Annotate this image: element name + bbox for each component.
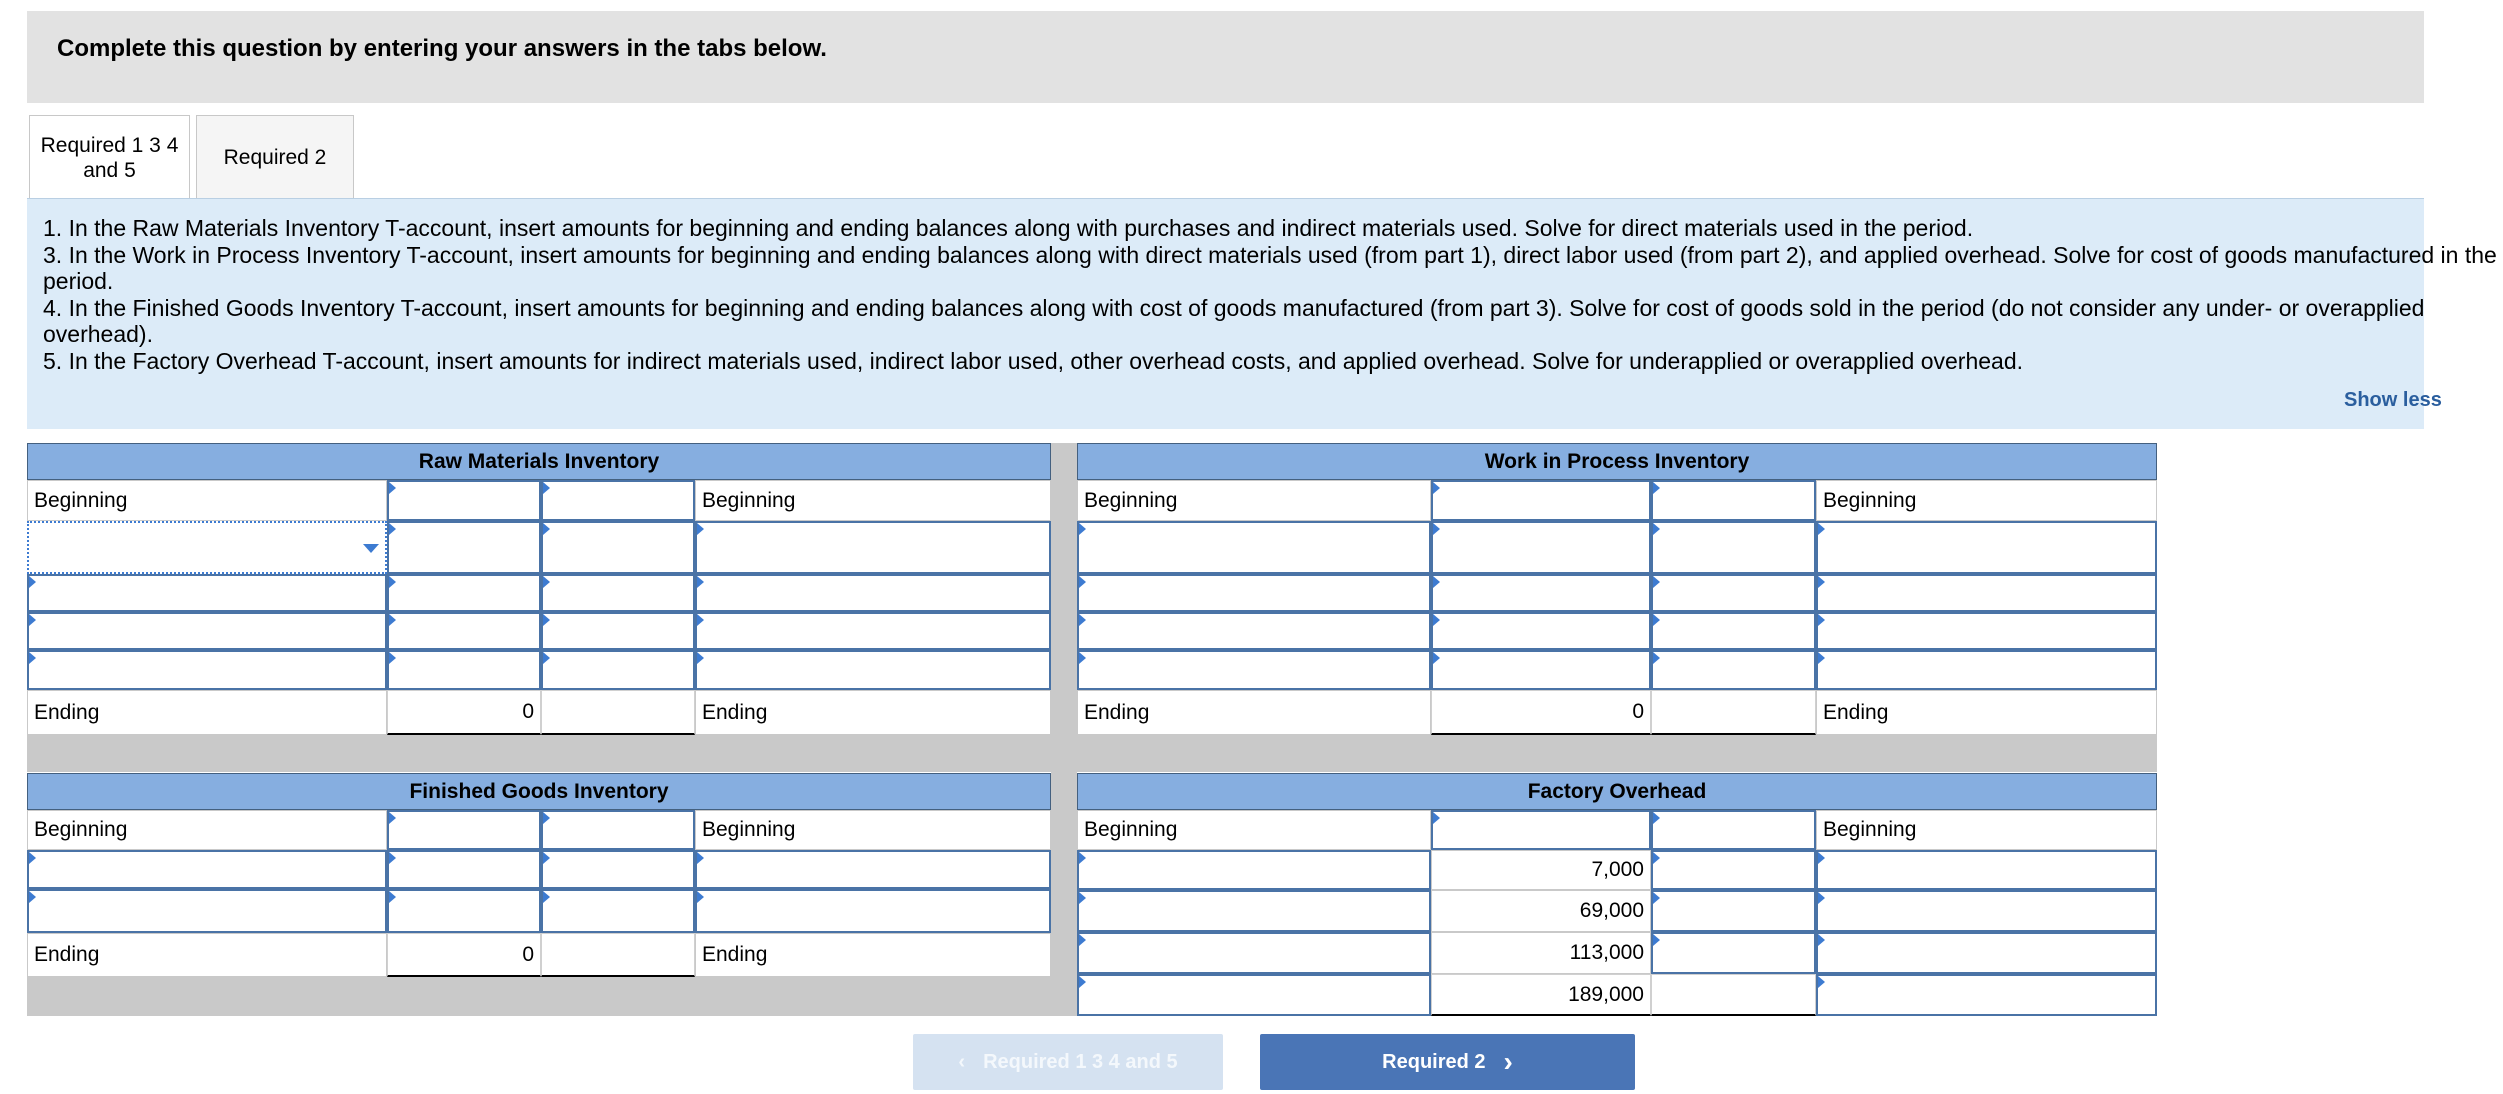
tab-label: Required 1 3 4 and 5 bbox=[40, 133, 179, 182]
next-tab-label: Required 2 bbox=[1382, 1050, 1486, 1073]
raw-materials-right-label-input[interactable] bbox=[695, 521, 1051, 574]
finished-goods-ending-label-right: Ending bbox=[695, 933, 1051, 977]
raw-materials-debit-input[interactable] bbox=[387, 612, 541, 650]
overhead-total: 189,000 bbox=[1431, 974, 1651, 1016]
raw-materials-right-label-input[interactable] bbox=[695, 612, 1051, 650]
wip-right-label-input[interactable] bbox=[1816, 574, 2157, 612]
prev-tab-label: Required 1 3 4 and 5 bbox=[983, 1050, 1178, 1073]
overhead-value: 113,000 bbox=[1431, 932, 1651, 974]
overhead-beginning-label-right: Beginning bbox=[1816, 810, 2157, 850]
finished-goods-right-label-input[interactable] bbox=[695, 850, 1051, 889]
raw-materials-beginning-label: Beginning bbox=[27, 480, 387, 521]
raw-materials-ending-credit bbox=[541, 690, 695, 735]
next-tab-button[interactable] bbox=[1260, 1034, 1635, 1090]
overhead-value: 7,000 bbox=[1431, 850, 1651, 890]
overhead-debit-input[interactable] bbox=[1431, 810, 1651, 850]
instruction-5: 5. In the Factory Overhead T-account, insert amounts for indirect materials used, indirect labor used, other overhead costs, and applied overhead. Solve for underapplied or overapplied overhead. bbox=[43, 347, 2023, 374]
wip-debit-input[interactable] bbox=[1431, 574, 1651, 612]
overhead-right-label-input[interactable] bbox=[1816, 932, 2157, 974]
overhead-left-label-input[interactable] bbox=[1077, 890, 1431, 932]
wip-debit-input[interactable] bbox=[1431, 612, 1651, 650]
account-select-dropdown[interactable] bbox=[27, 521, 387, 574]
question-banner bbox=[27, 11, 2424, 103]
raw-materials-ending-label: Ending bbox=[27, 690, 387, 735]
wip-credit-input[interactable] bbox=[1651, 650, 1816, 690]
wip-credit-input[interactable] bbox=[1651, 480, 1816, 521]
raw-materials-debit-input[interactable] bbox=[387, 521, 541, 574]
finished-goods-ending-label: Ending bbox=[27, 933, 387, 977]
finished-goods-left-label-input[interactable] bbox=[27, 889, 387, 933]
overhead-left-label-input[interactable] bbox=[1077, 974, 1431, 1016]
overhead-credit-input[interactable] bbox=[1651, 890, 1816, 932]
wip-left-label-input[interactable] bbox=[1077, 650, 1431, 690]
raw-materials-right-label-input[interactable] bbox=[695, 650, 1051, 690]
tab-required-1-3-4-5[interactable] bbox=[29, 115, 190, 199]
raw-materials-left-label-input[interactable] bbox=[27, 574, 387, 612]
banner-text: Complete this question by entering your answers in the tabs below. bbox=[57, 35, 827, 62]
wip-left-label-input[interactable] bbox=[1077, 574, 1431, 612]
show-less-link[interactable]: Show less bbox=[2344, 389, 2442, 411]
wip-debit-input[interactable] bbox=[1431, 521, 1651, 574]
finished-goods-ending-credit bbox=[541, 933, 695, 977]
finished-goods-debit-input[interactable] bbox=[387, 850, 541, 889]
wip-left-label-input[interactable] bbox=[1077, 612, 1431, 650]
overhead-left-label-input[interactable] bbox=[1077, 932, 1431, 974]
wip-right-label-input[interactable] bbox=[1816, 521, 2157, 574]
separator bbox=[27, 977, 1051, 1016]
overhead-right-label-input[interactable] bbox=[1816, 974, 2157, 1016]
finished-goods-header: Finished Goods Inventory bbox=[27, 773, 1051, 810]
overhead-beginning-label: Beginning bbox=[1077, 810, 1431, 850]
finished-goods-debit-input[interactable] bbox=[387, 889, 541, 933]
overhead-left-label-input[interactable] bbox=[1077, 850, 1431, 890]
raw-materials-left-label-input[interactable] bbox=[27, 612, 387, 650]
work-in-process-header: Work in Process Inventory bbox=[1077, 443, 2157, 480]
overhead-right-label-input[interactable] bbox=[1816, 850, 2157, 890]
raw-materials-credit-input[interactable] bbox=[541, 574, 695, 612]
wip-credit-input[interactable] bbox=[1651, 612, 1816, 650]
separator bbox=[27, 735, 2157, 772]
instruction-1: 1. In the Raw Materials Inventory T-account, insert amounts for beginning and ending balances along with purchases and indirect materials used. Solve for direct materials used in the period. bbox=[43, 215, 1974, 241]
wip-beginning-label-right: Beginning bbox=[1816, 480, 2157, 521]
raw-materials-debit-input[interactable] bbox=[387, 574, 541, 612]
overhead-right-label-input[interactable] bbox=[1816, 890, 2157, 932]
tab-required-2[interactable] bbox=[196, 115, 354, 199]
finished-goods-ending-total: 0 bbox=[387, 933, 541, 977]
wip-right-label-input[interactable] bbox=[1816, 650, 2157, 690]
finished-goods-debit-input[interactable] bbox=[387, 810, 541, 850]
finished-goods-right-label-input[interactable] bbox=[695, 889, 1051, 933]
instruction-3: 3. In the Work in Process Inventory T-account, insert amounts for beginning and ending balances along with direct materials used (from part 1), direct labor used (from part 2), and applied overhead. Solve for cost of goods manufactured in the period. bbox=[43, 241, 2497, 294]
separator bbox=[1051, 443, 1077, 1016]
instructions-text bbox=[43, 215, 2503, 374]
wip-right-label-input[interactable] bbox=[1816, 612, 2157, 650]
overhead-total-credit bbox=[1651, 974, 1816, 1016]
wip-credit-input[interactable] bbox=[1651, 521, 1816, 574]
finished-goods-credit-input[interactable] bbox=[541, 889, 695, 933]
factory-overhead-header: Factory Overhead bbox=[1077, 773, 2157, 810]
finished-goods-beginning-label-right: Beginning bbox=[695, 810, 1051, 850]
instructions-panel bbox=[27, 198, 2497, 429]
overhead-credit-input[interactable] bbox=[1651, 810, 1816, 850]
finished-goods-beginning-label: Beginning bbox=[27, 810, 387, 850]
instruction-4: 4. In the Finished Goods Inventory T-account, insert amounts for beginning and ending balances along with cost of goods manufactured (from part 3). Solve for cost of goods sold in the period (do not consider any under- or overapplied overhead). bbox=[43, 294, 2425, 347]
raw-materials-left-label-input[interactable] bbox=[27, 650, 387, 690]
finished-goods-credit-input[interactable] bbox=[541, 850, 695, 889]
raw-materials-ending-label-right: Ending bbox=[695, 690, 1051, 735]
prev-tab-button[interactable] bbox=[913, 1034, 1223, 1090]
chevron-right-icon: › bbox=[1503, 1046, 1513, 1077]
tab-label: Required 2 bbox=[223, 145, 327, 169]
raw-materials-ending-total: 0 bbox=[387, 690, 541, 735]
wip-ending-credit bbox=[1651, 690, 1816, 735]
raw-materials-credit-input[interactable] bbox=[541, 650, 695, 690]
wip-credit-input[interactable] bbox=[1651, 574, 1816, 612]
raw-materials-credit-input[interactable] bbox=[541, 521, 695, 574]
finished-goods-left-label-input[interactable] bbox=[27, 850, 387, 889]
wip-left-label-input[interactable] bbox=[1077, 521, 1431, 574]
wip-ending-total: 0 bbox=[1431, 690, 1651, 735]
overhead-value: 69,000 bbox=[1431, 890, 1651, 932]
finished-goods-credit-input[interactable] bbox=[541, 810, 695, 850]
wip-ending-label-right: Ending bbox=[1816, 690, 2157, 735]
raw-materials-beginning-label-right: Beginning bbox=[695, 480, 1051, 521]
overhead-credit-input[interactable] bbox=[1651, 932, 1816, 974]
raw-materials-debit-input[interactable] bbox=[387, 650, 541, 690]
overhead-credit-input[interactable] bbox=[1651, 850, 1816, 890]
raw-materials-header: Raw Materials Inventory bbox=[27, 443, 1051, 480]
wip-ending-label: Ending bbox=[1077, 690, 1431, 735]
chevron-down-icon bbox=[363, 544, 379, 553]
wip-beginning-label: Beginning bbox=[1077, 480, 1431, 521]
chevron-left-icon: ‹ bbox=[958, 1050, 966, 1073]
raw-materials-credit-input[interactable] bbox=[541, 612, 695, 650]
t-accounts bbox=[27, 440, 2157, 1016]
raw-materials-credit-input[interactable] bbox=[541, 480, 695, 521]
wip-debit-input[interactable] bbox=[1431, 650, 1651, 690]
raw-materials-right-label-input[interactable] bbox=[695, 574, 1051, 612]
raw-materials-debit-input[interactable] bbox=[387, 480, 541, 521]
wip-debit-input[interactable] bbox=[1431, 480, 1651, 521]
